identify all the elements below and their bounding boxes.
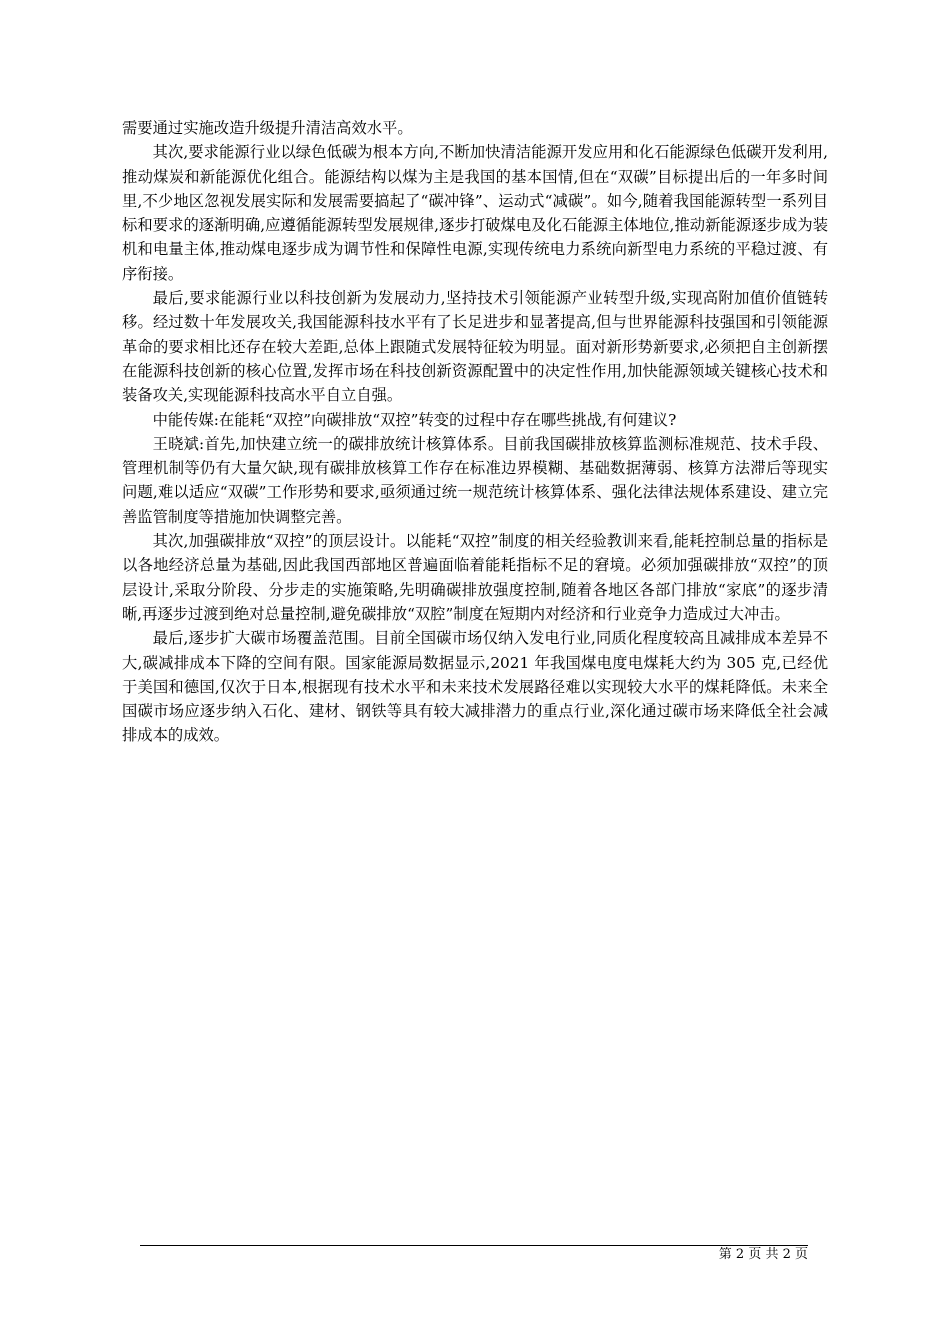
paragraph-2: 其次,要求能源行业以绿色低碳为根本方向,不断加快清洁能源开发应用和化石能源绿色低碳开发利用,推动煤炭和新能源优化组合。能源结构以煤为主是我国的基本国情,但在“双碳”目标提出后的一年多时间里,不少地区忽视发展实际和发展需要搞起了“碳冲锋”、运动式“减碳”。如今,随着我国能源转型一系列目标和要求的逐渐明确,应遵循能源转型发展规律,逐步打破煤电及化石能源主体地位,推动新能源逐步成为装机和电量主体,推动煤电逐步成为调节性和保障性电源,实现传统电力系统向新型电力系统的平稳过渡、有序衔接。 — [122, 143, 828, 283]
article-body — [122, 116, 828, 748]
interview-question: 中能传媒:在能耗“双控”向碳排放“双控”转变的过程中存在哪些挑战,有何建议? — [152, 410, 677, 429]
footer-divider — [140, 1245, 808, 1246]
paragraph-1: 需要通过实施改造升级提升清洁高效水平。 — [122, 119, 413, 137]
page-number: 第 2 页 共 2 页 — [718, 1247, 808, 1262]
paragraph-5: 王晓斌:首先,加快建立统一的碳排放统计核算体系。目前我国碳排放核算监测标准规范、技术手段、管理机制等仍有大量欠缺,现有碳排放核算工作存在标准边界模糊、基础数据薄弱、核算方法滞后等现实问题,难以适应“双碳”工作形势和要求,亟须通过统一规范统计核算体系、强化法律法规体系建设、建立完善监管制度等措施加快调整完善。 — [122, 434, 828, 526]
paragraph-3: 最后,要求能源行业以科技创新为发展动力,坚持技术引领能源产业转型升级,实现高附加值价值链转移。经过数十年发展攻关,我国能源科技水平有了长足进步和显著提高,但与世界能源科技强国和引领能源革命的要求相比还存在较大差距,总体上跟随式发展特征较为明显。面对新形势新要求,必须把自主创新摆在能源科技创新的核心位置,发挥市场在科技创新资源配置中的决定性作用,加快能源领域关键核心技术和装备攻关,实现能源科技高水平自立自强。 — [122, 289, 828, 405]
paragraph-7: 最后,逐步扩大碳市场覆盖范围。目前全国碳市场仅纳入发电行业,同质化程度较高且减排成本差异不大,碳减排成本下降的空间有限。国家能源局数据显示,2021 年我国煤电度电煤耗大约为 305 克,已经优于美国和德国,仅次于日本,根据现有技术水平和未来技术发展路径难以实现较大水平的煤耗降低。未来全国碳市场应逐步纳入石化、建材、钢铁等具有较大减排潜力的重点行业,深化通过碳市场来降低全社会减排成本的成效。 — [122, 629, 828, 745]
paragraph-6: 其次,加强碳排放“双控”的顶层设计。以能耗“双控”制度的相关经验教训来看,能耗控制总量的指标是以各地经济总量为基础,因此我国西部地区普遍面临着能耗指标不足的窘境。必须加强碳排放“双控”的顶层设计,采取分阶段、分步走的实施策略,先明确碳排放强度控制,随着各地区各部门排放“家底”的逐步清晰,再逐步过渡到绝对总量控制,避免碳排放“双腔”制度在短期内对经济和行业竞争力造成过大冲击。 — [122, 532, 828, 623]
